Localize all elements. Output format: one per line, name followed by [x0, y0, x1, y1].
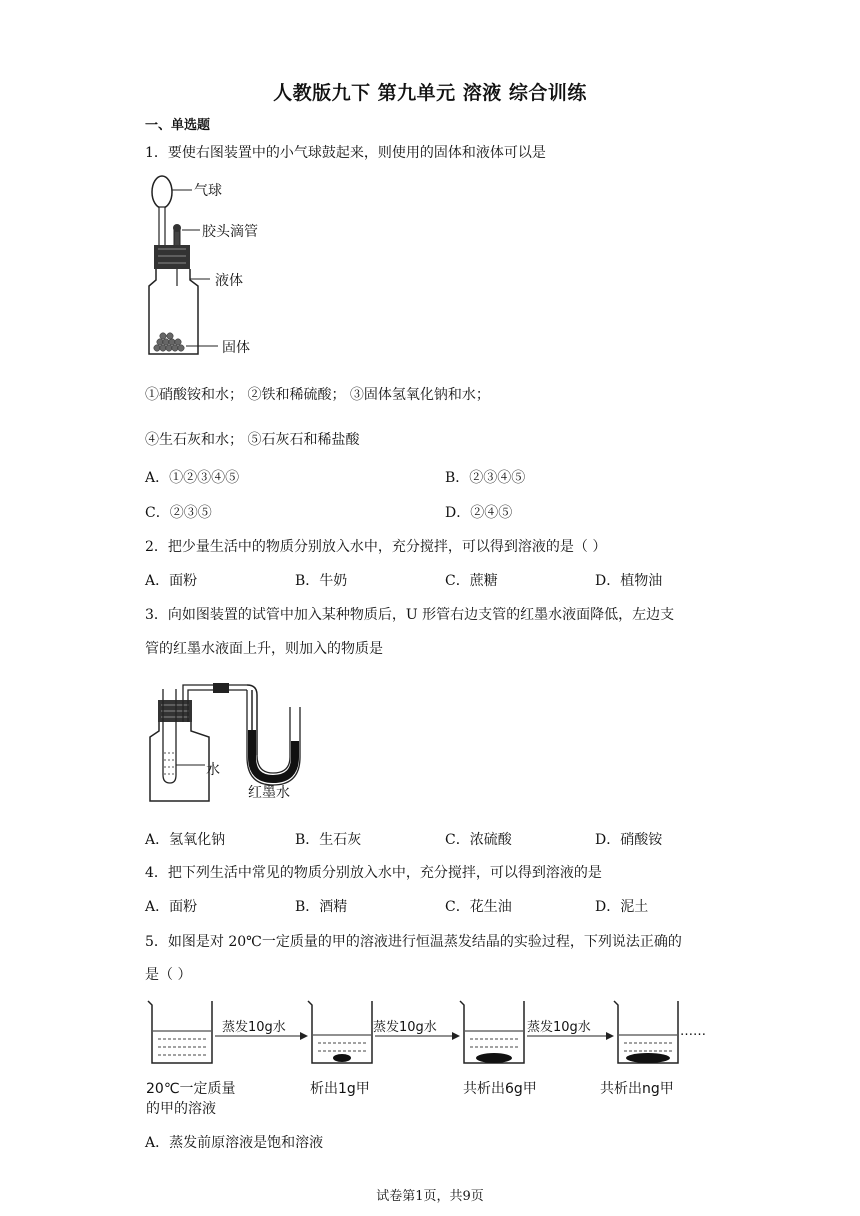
q5-evaporation-figure	[140, 995, 720, 1075]
q4-option-c[interactable]: C．花生油	[445, 899, 512, 915]
q3-stem-line1: 3．向如图装置的试管中加入某种物质后，U 形管右边支管的红墨水液面降低，左边支	[145, 607, 675, 623]
arrow-label-3: 蒸发10g水	[527, 1020, 591, 1035]
arrow-label-2: 蒸发10g水	[373, 1020, 437, 1035]
caption-step-1: 析出1g甲	[310, 1081, 370, 1097]
q1-option-a[interactable]: A．①②③④⑤	[145, 470, 240, 486]
q5-stem-line1: 5．如图是对 20℃一定质量的甲的溶液进行恒温蒸发结晶的实验过程，下列说法正确的	[145, 934, 682, 950]
q3-option-b[interactable]: B．生石灰	[295, 832, 362, 848]
q2-option-c[interactable]: C．蔗糖	[445, 573, 498, 589]
caption-step-3: 共析出ng甲	[600, 1081, 674, 1097]
ellipsis-text: ……	[680, 1024, 706, 1039]
arrow-label-1: 蒸发10g水	[222, 1020, 286, 1035]
q3-option-d[interactable]: D．硝酸铵	[595, 832, 663, 848]
water-label: 水	[206, 762, 220, 778]
solid-label: 固体	[222, 340, 250, 356]
q1-items-line1: ①硝酸铵和水； ②铁和稀硫酸； ③固体氢氧化钠和水；	[145, 387, 490, 403]
caption-initial-2: 的甲的溶液	[146, 1101, 216, 1117]
page-footer: 试卷第1页，共9页	[376, 1189, 484, 1204]
q4-option-d[interactable]: D．泥土	[595, 899, 649, 915]
q5-option-a[interactable]: A．蒸发前原溶液是饱和溶液	[145, 1135, 324, 1151]
q2-stem: 2．把少量生活中的物质分别放入水中，充分搅拌，可以得到溶液的是（ ）	[145, 539, 607, 555]
q1-apparatus-figure	[140, 172, 290, 362]
q4-option-a[interactable]: A．面粉	[145, 899, 198, 915]
q1-option-b[interactable]: B．②③④⑤	[445, 470, 526, 486]
q3-stem-line2: 管的红墨水液面上升，则加入的物质是	[145, 641, 383, 657]
q1-stem: 1．要使右图装置中的小气球鼓起来，则使用的固体和液体可以是	[145, 145, 546, 161]
balloon-label: 气球	[194, 183, 222, 199]
q3-option-a[interactable]: A．氢氧化钠	[145, 832, 226, 848]
q2-option-d[interactable]: D．植物油	[595, 573, 663, 589]
caption-initial-1: 20℃一定质量	[146, 1081, 236, 1097]
q4-stem: 4．把下列生活中常见的物质分别放入水中，充分搅拌，可以得到溶液的是	[145, 865, 602, 881]
q5-stem-line2: 是（ ）	[145, 967, 192, 983]
section-heading: 一、单选题	[145, 118, 211, 133]
q3-option-c[interactable]: C．浓硫酸	[445, 832, 512, 848]
caption-step-2: 共析出6g甲	[463, 1081, 537, 1097]
liquid-label: 液体	[215, 273, 243, 289]
page-title: 人教版九下 第九单元 溶液 综合训练	[273, 82, 587, 104]
dropper-label: 胶头滴管	[202, 224, 258, 240]
q1-option-d[interactable]: D．②④⑤	[445, 505, 513, 521]
q4-option-b[interactable]: B．酒精	[295, 899, 348, 915]
q2-option-b[interactable]: B．牛奶	[295, 573, 348, 589]
q1-option-c[interactable]: C．②③⑤	[145, 505, 212, 521]
q1-items-line2: ④生石灰和水； ⑤石灰石和稀盐酸	[145, 432, 360, 448]
red-ink-label: 红墨水	[248, 785, 290, 801]
q2-option-a[interactable]: A．面粉	[145, 573, 198, 589]
